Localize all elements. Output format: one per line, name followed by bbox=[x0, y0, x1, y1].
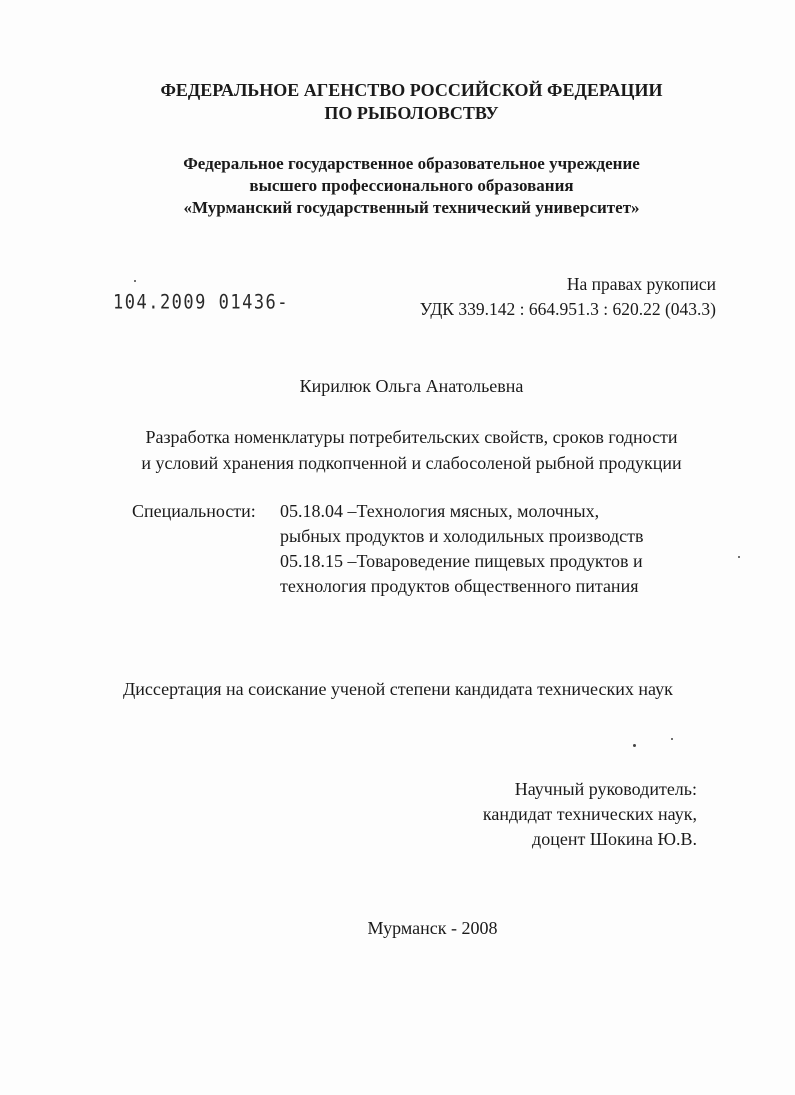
scan-speck bbox=[134, 280, 136, 282]
supervisor-line-3: доцент Шокина Ю.В. bbox=[532, 829, 697, 849]
title-line-2: и условий хранения подкопченной и слабосоленой рыбной продукции bbox=[141, 453, 682, 473]
institution-line-3: «Мурманский государственный технический университет» bbox=[183, 198, 640, 217]
rights-block bbox=[420, 272, 716, 322]
specialty-line-2: рыбных продуктов и холодильных производств bbox=[280, 526, 644, 546]
agency-line-1: ФЕДЕРАЛЬНОЕ АГЕНСТВО РОССИЙСКОЙ ФЕДЕРАЦИИ bbox=[160, 80, 663, 100]
specialties-label: Специальности: bbox=[132, 501, 256, 521]
specialty-line-4: технология продуктов общественного питания bbox=[280, 576, 639, 596]
city-year: Мурманск - 2008 bbox=[367, 918, 498, 938]
author-name: Кирилюк Ольга Анатольевна bbox=[299, 376, 524, 396]
registry-number: 104.2009 01436- bbox=[113, 291, 290, 314]
scan-speck bbox=[738, 556, 740, 558]
manuscript-note: На правах рукописи bbox=[566, 274, 716, 294]
udk-code: УДК 339.142 : 664.951.3 : 620.22 (043.3) bbox=[419, 299, 716, 319]
institution-heading bbox=[0, 153, 795, 219]
scan-speck bbox=[633, 744, 636, 747]
agency-heading bbox=[0, 79, 795, 125]
title-line-1: Разработка номенклатуры потребительских свойств, сроков годности bbox=[145, 427, 678, 447]
supervisor-line-1: Научный руководитель: bbox=[514, 779, 697, 799]
agency-line-2: ПО РЫБОЛОВСТВУ bbox=[324, 103, 499, 123]
scan-speck bbox=[671, 738, 673, 740]
specialty-line-3: 05.18.15 –Товароведение пищевых продуктов и bbox=[280, 551, 643, 571]
institution-line-1: Федеральное государственное образовательное учреждение bbox=[183, 154, 640, 173]
institution-line-2: высшего профессионального образования bbox=[249, 176, 574, 195]
specialties-list bbox=[280, 499, 644, 599]
specialty-line-1: 05.18.04 –Технология мясных, молочных, bbox=[280, 501, 600, 521]
supervisor-block bbox=[483, 777, 697, 852]
supervisor-line-2: кандидат технических наук, bbox=[482, 804, 697, 824]
dissertation-title bbox=[0, 424, 795, 476]
dissertation-degree: Диссертация на соискание ученой степени кандидата технических наук bbox=[123, 679, 673, 699]
